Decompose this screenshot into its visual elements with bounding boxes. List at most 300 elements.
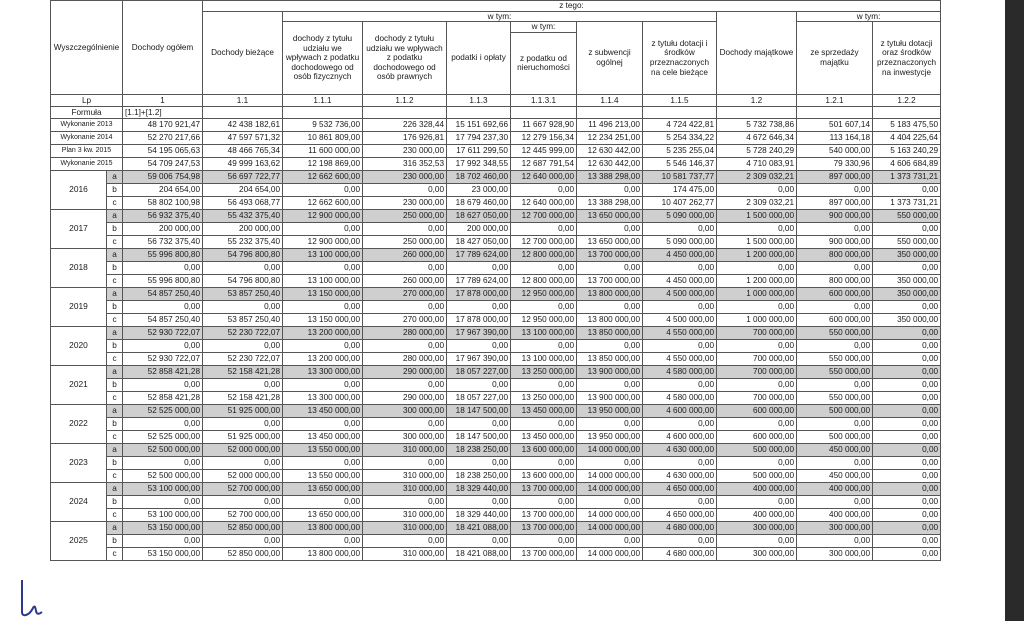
pen-mark-icon	[18, 578, 46, 618]
value-cell: 0,00	[511, 456, 577, 469]
variant-label: b	[107, 261, 123, 274]
value-cell: 13 800 000,00	[577, 313, 643, 326]
formula-value: [1.1]+[1.2]	[123, 106, 203, 118]
value-cell: 5 728 240,29	[717, 144, 797, 157]
value-cell: 400 000,00	[797, 508, 873, 521]
value-cell: 13 650 000,00	[577, 209, 643, 222]
value-cell: 52 000 000,00	[203, 443, 283, 456]
value-cell: 4 710 083,91	[717, 157, 797, 170]
variant-label: a	[107, 404, 123, 417]
value-cell: 12 687 791,54	[511, 157, 577, 170]
value-cell: 400 000,00	[797, 482, 873, 495]
value-cell: 0,00	[203, 261, 283, 274]
year-label: 2020	[51, 326, 107, 365]
history-row	[51, 144, 941, 157]
variant-label: c	[107, 352, 123, 365]
value-cell: 13 700 000,00	[511, 482, 577, 495]
value-cell: 13 800 000,00	[283, 521, 363, 534]
lp-cell: 1	[123, 94, 203, 106]
value-cell: 4 500 000,00	[643, 313, 717, 326]
value-cell: 10 407 262,77	[643, 196, 717, 209]
value-cell: 0,00	[283, 534, 363, 547]
value-cell: 0,00	[643, 300, 717, 313]
value-cell: 0,00	[447, 534, 511, 547]
value-cell: 13 450 000,00	[283, 404, 363, 417]
value-cell: 13 388 298,00	[577, 170, 643, 183]
row-label: Plan 3 kw. 2015	[51, 144, 123, 157]
value-cell: 600 000,00	[797, 313, 873, 326]
income-table	[50, 0, 941, 561]
value-cell: 13 200 000,00	[283, 326, 363, 339]
value-cell: 0,00	[643, 456, 717, 469]
value-cell: 0,00	[203, 534, 283, 547]
value-cell: 12 630 442,00	[577, 157, 643, 170]
variant-label: b	[107, 534, 123, 547]
value-cell: 0,00	[577, 417, 643, 430]
value-cell: 13 650 000,00	[283, 508, 363, 521]
value-cell: 260 000,00	[363, 274, 447, 287]
value-cell: 0,00	[873, 300, 941, 313]
value-cell: 900 000,00	[797, 209, 873, 222]
scan-edge-strip	[1005, 0, 1024, 621]
year-row	[51, 378, 941, 391]
value-cell: 13 100 000,00	[283, 274, 363, 287]
variant-label: a	[107, 326, 123, 339]
value-cell: 52 500 000,00	[123, 469, 203, 482]
value-cell: 5 235 255,04	[643, 144, 717, 157]
value-cell: 12 800 000,00	[511, 274, 577, 287]
variant-label: a	[107, 287, 123, 300]
value-cell: 13 550 000,00	[283, 443, 363, 456]
value-cell: 550 000,00	[797, 365, 873, 378]
year-row	[51, 443, 941, 456]
value-cell: 48 170 921,47	[123, 118, 203, 131]
value-cell: 0,00	[873, 508, 941, 521]
value-cell: 55 232 375,40	[203, 235, 283, 248]
value-cell: 0,00	[123, 495, 203, 508]
variant-label: c	[107, 274, 123, 287]
value-cell: 200 000,00	[447, 222, 511, 235]
year-row	[51, 534, 941, 547]
value-cell: 51 925 000,00	[203, 430, 283, 443]
value-cell: 52 000 000,00	[203, 469, 283, 482]
value-cell: 0,00	[123, 339, 203, 352]
lp-cell: 1.1.3.1	[511, 94, 577, 106]
lp-row	[51, 94, 941, 106]
value-cell: 11 496 213,00	[577, 118, 643, 131]
value-cell: 280 000,00	[363, 352, 447, 365]
value-cell: 14 000 000,00	[577, 508, 643, 521]
value-cell: 12 640 000,00	[511, 170, 577, 183]
value-cell: 500 000,00	[717, 469, 797, 482]
value-cell: 700 000,00	[717, 326, 797, 339]
value-cell: 700 000,00	[717, 391, 797, 404]
value-cell: 13 700 000,00	[577, 248, 643, 261]
value-cell: 540 000,00	[797, 144, 873, 157]
value-cell: 0,00	[283, 183, 363, 196]
value-cell: 4 724 422,81	[643, 118, 717, 131]
row-label: Wykonanie 2015	[51, 157, 123, 170]
value-cell: 4 600 000,00	[643, 404, 717, 417]
year-row	[51, 248, 941, 261]
value-cell: 400 000,00	[717, 508, 797, 521]
value-cell: 0,00	[511, 339, 577, 352]
value-cell: 13 550 000,00	[283, 469, 363, 482]
value-cell: 800 000,00	[797, 248, 873, 261]
value-cell: 12 950 000,00	[511, 313, 577, 326]
value-cell: 5 090 000,00	[643, 235, 717, 248]
value-cell: 4 580 000,00	[643, 365, 717, 378]
value-cell: 13 950 000,00	[577, 404, 643, 417]
value-cell: 0,00	[447, 495, 511, 508]
value-cell: 53 150 000,00	[123, 521, 203, 534]
value-cell: 450 000,00	[797, 469, 873, 482]
value-cell: 0,00	[363, 417, 447, 430]
variant-label: a	[107, 248, 123, 261]
header-current-grants: z tytułu dotacji i środków przeznaczonych na cele bieżące	[643, 22, 717, 95]
value-cell: 310 000,00	[363, 482, 447, 495]
value-cell: 12 234 251,00	[577, 131, 643, 144]
value-cell: 0,00	[511, 417, 577, 430]
lp-cell: 1.2	[717, 94, 797, 106]
value-cell: 0,00	[363, 456, 447, 469]
history-row	[51, 131, 941, 144]
value-cell: 56 932 375,40	[123, 209, 203, 222]
value-cell: 230 000,00	[363, 144, 447, 157]
value-cell: 49 999 163,62	[203, 157, 283, 170]
year-row	[51, 430, 941, 443]
value-cell: 0,00	[873, 521, 941, 534]
value-cell: 79 330,96	[797, 157, 873, 170]
header-taxes-fees: podatki i opłaty	[447, 22, 511, 95]
value-cell: 2 309 032,21	[717, 196, 797, 209]
value-cell: 0,00	[577, 456, 643, 469]
value-cell: 54 796 800,80	[203, 274, 283, 287]
header-w-tym-current: w tym:	[283, 11, 717, 22]
value-cell: 13 700 000,00	[577, 274, 643, 287]
value-cell: 310 000,00	[363, 547, 447, 560]
value-cell: 10 861 809,00	[283, 131, 363, 144]
value-cell: 52 850 000,00	[203, 521, 283, 534]
variant-label: b	[107, 300, 123, 313]
value-cell: 52 230 722,07	[203, 352, 283, 365]
value-cell: 13 600 000,00	[511, 443, 577, 456]
value-cell: 58 802 100,98	[123, 196, 203, 209]
value-cell: 0,00	[123, 300, 203, 313]
value-cell: 4 630 000,00	[643, 443, 717, 456]
value-cell: 300 000,00	[717, 521, 797, 534]
year-row	[51, 287, 941, 300]
value-cell: 0,00	[447, 339, 511, 352]
value-cell: 0,00	[283, 300, 363, 313]
table-header	[51, 1, 941, 95]
value-cell: 4 580 000,00	[643, 391, 717, 404]
value-cell: 0,00	[873, 430, 941, 443]
value-cell: 0,00	[511, 261, 577, 274]
value-cell: 12 950 000,00	[511, 287, 577, 300]
value-cell: 226 328,44	[363, 118, 447, 131]
value-cell: 310 000,00	[363, 469, 447, 482]
value-cell: 600 000,00	[717, 404, 797, 417]
value-cell: 13 300 000,00	[283, 365, 363, 378]
value-cell: 17 967 390,00	[447, 326, 511, 339]
value-cell: 0,00	[873, 404, 941, 417]
value-cell: 350 000,00	[873, 313, 941, 326]
year-label: 2016	[51, 170, 107, 209]
value-cell: 13 150 000,00	[283, 287, 363, 300]
year-row	[51, 495, 941, 508]
value-cell: 5 254 334,22	[643, 131, 717, 144]
value-cell: 18 057 227,00	[447, 365, 511, 378]
year-row	[51, 521, 941, 534]
value-cell: 0,00	[363, 378, 447, 391]
value-cell: 13 450 000,00	[283, 430, 363, 443]
value-cell: 0,00	[363, 495, 447, 508]
value-cell: 310 000,00	[363, 508, 447, 521]
value-cell: 0,00	[511, 222, 577, 235]
value-cell: 13 150 000,00	[283, 313, 363, 326]
year-row	[51, 482, 941, 495]
year-label: 2023	[51, 443, 107, 482]
header-pit-share: dochody z tytułu udziału we wpływach z podatku dochodowego od osób fizycznych	[283, 22, 363, 95]
value-cell: 316 352,53	[363, 157, 447, 170]
value-cell: 0,00	[717, 339, 797, 352]
lp-cell: 1.1.1	[283, 94, 363, 106]
variant-label: a	[107, 443, 123, 456]
value-cell: 52 700 000,00	[203, 482, 283, 495]
value-cell: 53 857 250,40	[203, 313, 283, 326]
value-cell: 13 300 000,00	[283, 391, 363, 404]
value-cell: 4 680 000,00	[643, 547, 717, 560]
lp-cell: 1.1.3	[447, 94, 511, 106]
year-row	[51, 183, 941, 196]
value-cell: 52 270 217,66	[123, 131, 203, 144]
lp-cell: 1.2.2	[873, 94, 941, 106]
value-cell: 0,00	[717, 183, 797, 196]
value-cell: 9 532 736,00	[283, 118, 363, 131]
value-cell: 0,00	[717, 261, 797, 274]
value-cell: 0,00	[797, 222, 873, 235]
value-cell: 13 200 000,00	[283, 352, 363, 365]
value-cell: 0,00	[447, 261, 511, 274]
value-cell: 0,00	[283, 261, 363, 274]
value-cell: 250 000,00	[363, 235, 447, 248]
history-row	[51, 157, 941, 170]
variant-label: b	[107, 495, 123, 508]
value-cell: 52 930 722,07	[123, 352, 203, 365]
value-cell: 15 151 692,66	[447, 118, 511, 131]
value-cell: 0,00	[511, 300, 577, 313]
value-cell: 0,00	[643, 339, 717, 352]
value-cell: 52 850 000,00	[203, 547, 283, 560]
value-cell: 0,00	[283, 456, 363, 469]
row-label: Wykonanie 2013	[51, 118, 123, 131]
value-cell: 0,00	[643, 261, 717, 274]
value-cell: 13 650 000,00	[577, 235, 643, 248]
value-cell: 550 000,00	[797, 391, 873, 404]
value-cell: 450 000,00	[797, 443, 873, 456]
value-cell: 17 794 237,30	[447, 131, 511, 144]
value-cell: 4 600 000,00	[643, 430, 717, 443]
year-row	[51, 222, 941, 235]
value-cell: 4 650 000,00	[643, 482, 717, 495]
value-cell: 18 238 250,00	[447, 443, 511, 456]
value-cell: 290 000,00	[363, 365, 447, 378]
value-cell: 600 000,00	[717, 430, 797, 443]
value-cell: 12 800 000,00	[511, 248, 577, 261]
value-cell: 897 000,00	[797, 196, 873, 209]
value-cell: 0,00	[643, 222, 717, 235]
value-cell: 14 000 000,00	[577, 443, 643, 456]
value-cell: 1 500 000,00	[717, 235, 797, 248]
value-cell: 230 000,00	[363, 196, 447, 209]
variant-label: c	[107, 313, 123, 326]
value-cell: 13 100 000,00	[283, 248, 363, 261]
value-cell: 13 450 000,00	[511, 404, 577, 417]
value-cell: 52 500 000,00	[123, 443, 203, 456]
value-cell: 0,00	[577, 300, 643, 313]
value-cell: 12 900 000,00	[283, 209, 363, 222]
value-cell: 12 640 000,00	[511, 196, 577, 209]
value-cell: 54 709 247,53	[123, 157, 203, 170]
value-cell: 1 500 000,00	[717, 209, 797, 222]
lp-cell: 1.1	[203, 94, 283, 106]
value-cell: 0,00	[873, 261, 941, 274]
value-cell: 0,00	[577, 261, 643, 274]
value-cell: 0,00	[873, 482, 941, 495]
value-cell: 13 900 000,00	[577, 365, 643, 378]
value-cell: 250 000,00	[363, 209, 447, 222]
value-cell: 0,00	[717, 378, 797, 391]
value-cell: 280 000,00	[363, 326, 447, 339]
value-cell: 0,00	[873, 547, 941, 560]
value-cell: 12 700 000,00	[511, 235, 577, 248]
value-cell: 0,00	[577, 495, 643, 508]
year-row	[51, 261, 941, 274]
variant-label: c	[107, 469, 123, 482]
value-cell: 4 404 225,64	[873, 131, 941, 144]
variant-label: a	[107, 365, 123, 378]
value-cell: 18 702 460,00	[447, 170, 511, 183]
value-cell: 13 100 000,00	[511, 326, 577, 339]
value-cell: 52 158 421,28	[203, 365, 283, 378]
lp-cell: 1.1.2	[363, 94, 447, 106]
variant-label: c	[107, 235, 123, 248]
value-cell: 290 000,00	[363, 391, 447, 404]
value-cell: 4 450 000,00	[643, 274, 717, 287]
value-cell: 0,00	[797, 534, 873, 547]
variant-label: a	[107, 482, 123, 495]
value-cell: 176 926,81	[363, 131, 447, 144]
financial-forecast-sheet	[50, 0, 940, 561]
value-cell: 0,00	[797, 456, 873, 469]
value-cell: 310 000,00	[363, 443, 447, 456]
value-cell: 0,00	[577, 378, 643, 391]
value-cell: 12 630 442,00	[577, 144, 643, 157]
value-cell: 56 493 068,77	[203, 196, 283, 209]
value-cell: 113 164,18	[797, 131, 873, 144]
value-cell: 0,00	[203, 339, 283, 352]
year-row	[51, 417, 941, 430]
year-row	[51, 313, 941, 326]
value-cell: 51 925 000,00	[203, 404, 283, 417]
value-cell: 17 878 000,00	[447, 287, 511, 300]
value-cell: 0,00	[203, 417, 283, 430]
value-cell: 54 857 250,40	[123, 313, 203, 326]
formula-row	[51, 106, 941, 118]
variant-label: b	[107, 417, 123, 430]
value-cell: 230 000,00	[363, 170, 447, 183]
value-cell: 1 373 731,21	[873, 196, 941, 209]
value-cell: 1 000 000,00	[717, 287, 797, 300]
value-cell: 14 000 000,00	[577, 469, 643, 482]
value-cell: 0,00	[873, 495, 941, 508]
value-cell: 23 000,00	[447, 183, 511, 196]
value-cell: 0,00	[447, 456, 511, 469]
value-cell: 4 450 000,00	[643, 248, 717, 261]
value-cell: 0,00	[797, 183, 873, 196]
value-cell: 700 000,00	[717, 365, 797, 378]
value-cell: 14 000 000,00	[577, 482, 643, 495]
value-cell: 0,00	[873, 365, 941, 378]
value-cell: 0,00	[717, 495, 797, 508]
lp-cell: 1.2.1	[797, 94, 873, 106]
value-cell: 350 000,00	[873, 287, 941, 300]
value-cell: 14 000 000,00	[577, 547, 643, 560]
value-cell: 13 600 000,00	[511, 469, 577, 482]
value-cell: 0,00	[283, 495, 363, 508]
value-cell: 1 373 731,21	[873, 170, 941, 183]
year-row	[51, 391, 941, 404]
value-cell: 55 432 375,40	[203, 209, 283, 222]
value-cell: 18 679 460,00	[447, 196, 511, 209]
value-cell: 13 388 298,00	[577, 196, 643, 209]
value-cell: 0,00	[447, 378, 511, 391]
value-cell: 13 800 000,00	[577, 287, 643, 300]
value-cell: 55 996 800,80	[123, 274, 203, 287]
value-cell: 52 930 722,07	[123, 326, 203, 339]
value-cell: 0,00	[577, 183, 643, 196]
value-cell: 0,00	[873, 391, 941, 404]
value-cell: 0,00	[797, 261, 873, 274]
value-cell: 200 000,00	[203, 222, 283, 235]
value-cell: 12 662 600,00	[283, 196, 363, 209]
value-cell: 0,00	[873, 534, 941, 547]
value-cell: 12 900 000,00	[283, 235, 363, 248]
lp-cell: 1.1.5	[643, 94, 717, 106]
value-cell: 0,00	[873, 443, 941, 456]
header-general-subsidy: z subwencji ogólnej	[577, 22, 643, 95]
value-cell: 204 654,00	[123, 183, 203, 196]
history-row	[51, 118, 941, 131]
variant-label: c	[107, 391, 123, 404]
value-cell: 0,00	[363, 183, 447, 196]
value-cell: 0,00	[717, 534, 797, 547]
value-cell: 0,00	[577, 339, 643, 352]
value-cell: 13 450 000,00	[511, 430, 577, 443]
value-cell: 4 680 000,00	[643, 521, 717, 534]
value-cell: 0,00	[577, 222, 643, 235]
value-cell: 13 250 000,00	[511, 391, 577, 404]
year-row	[51, 365, 941, 378]
value-cell: 0,00	[873, 326, 941, 339]
year-label: 2021	[51, 365, 107, 404]
value-cell: 897 000,00	[797, 170, 873, 183]
value-cell: 0,00	[363, 339, 447, 352]
value-cell: 4 550 000,00	[643, 352, 717, 365]
value-cell: 300 000,00	[797, 521, 873, 534]
value-cell: 5 183 475,50	[873, 118, 941, 131]
